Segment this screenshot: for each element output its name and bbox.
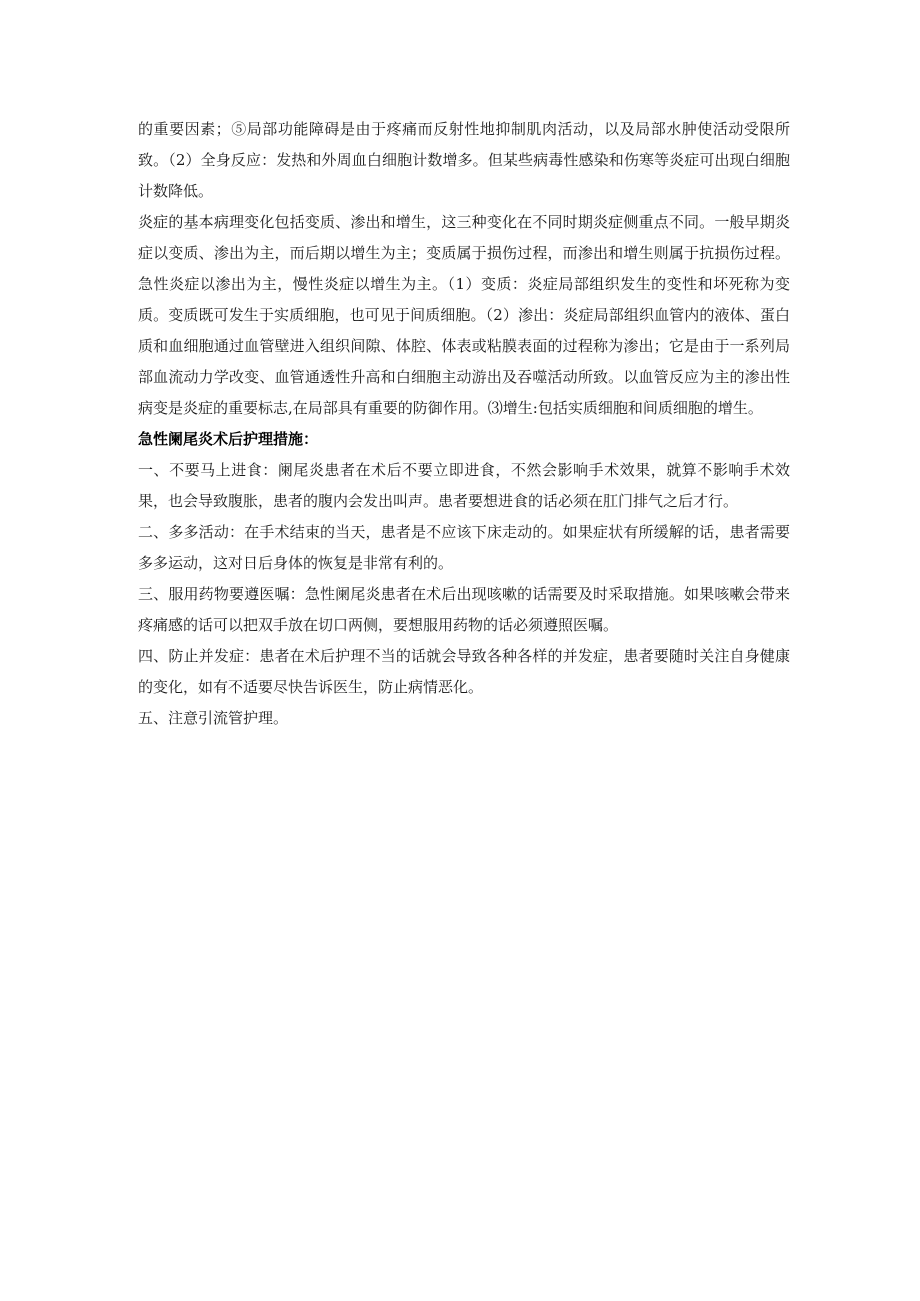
list-item-complications: 四、防止并发症：患者在术后护理不当的话就会导致各种各样的并发症，患者要随时关注自身健康的变化，如有不适要尽快告诉医生，防止病情恶化。 bbox=[138, 647, 790, 696]
paragraph-inflammation-symptoms: 的重要因素；⑤局部功能障碍是由于疼痛而反射性地抑制肌肉活动，以及局部水肿使活动受限所致。（2）全身反应：发热和外周血白细胞计数增多。但某些病毒性感染和伤寒等炎症可出现白细胞计数降低。 bbox=[138, 120, 790, 200]
list-item-more-activity: 二、多多活动：在手术结束的当天，患者是不应该下床走动的。如果症状有所缓解的话，患者需要多多运动，这对日后身体的恢复是非常有利的。 bbox=[138, 523, 790, 572]
paragraph-pathology-changes: 炎症的基本病理变化包括变质、渗出和增生，这三种变化在不同时期炎症侧重点不同。一般早期炎症以变质、渗出为主，而后期以增生为主；变质属于损伤过程，而渗出和增生则属于抗损伤过程。急性炎症以渗出为主，慢性炎症以增生为主。（1）变质：炎症局部组织发生的变性和坏死称为变质。变质既可发生于实质细胞，也可见于间质细胞。（2）渗出：炎症局部组织血管内的液体、蛋白质和血细胞通过血管壁进入组织间隙、体腔、体表或粘膜表面的过程称为渗出；它是由于一系列局部血流动力学改变、血管通透性升高和白细胞主动游出及吞噬活动所致。以血管反应为主的渗出性病变是炎症的重要标志,在局部具有重要的防御作用。⑶增生:包括实质细胞和间质细胞的增生。 bbox=[138, 213, 790, 417]
list-item-medication: 三、服用药物要遵医嘱：急性阑尾炎患者在术后出现咳嗽的话需要及时采取措施。如果咳嗽会带来疼痛感的话可以把双手放在切口两侧，要想服用药物的话必须遵照医嘱。 bbox=[138, 585, 790, 634]
section-heading: 急性阑尾炎术后护理措施： bbox=[138, 430, 319, 448]
list-item-no-immediate-eating: 一、不要马上进食：阑尾炎患者在术后不要立即进食，不然会影响手术效果，就算不影响手术效果，也会导致腹胀，患者的腹内会发出叫声。患者要想进食的话必须在肛门排气之后才行。 bbox=[138, 461, 790, 510]
list-item-drainage-care: 五、注意引流管护理。 bbox=[138, 709, 289, 727]
document-body bbox=[138, 114, 790, 734]
